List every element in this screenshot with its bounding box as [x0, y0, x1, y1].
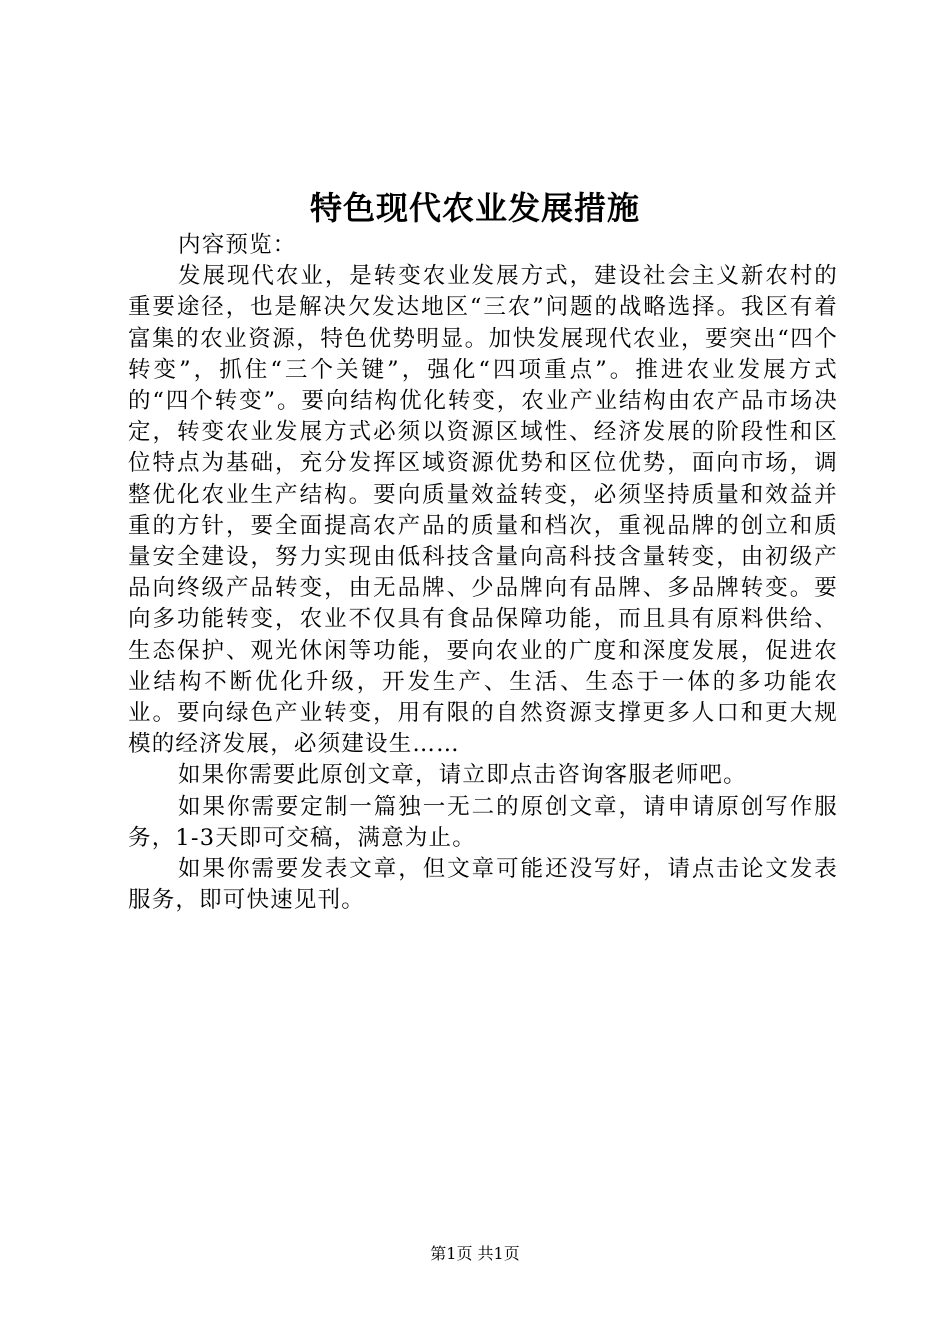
content-paragraph: 发展现代农业，是转变农业发展方式，建设社会主义新农村的重要途径，也是解决欠发达地区“三农”问题的战略选择。我区有着富集的农业资源，特色优势明显。加快发展现代农业，要突出“四个转变”，抓住“三个关键”，强化“四项重点”。推进农业发展方式的“四个转变”。要向结构优化转变，农业产业结构由农产品市场决定，转变农业发展方式必须以资源区域性、经济发展的阶段性和区位特点为基础，充分发挥区域资源优势和区位优势，面向市场，调整优化农业生产结构。要向质量效益转变，必须坚持质量和效益并重的方针，要全面提高农产品的质量和档次，重视品牌的创立和质量安全建设，努力实现由低科技含量向高科技含量转变，由初级产品向终级产品转变，由无品牌、少品牌向有品牌、多品牌转变。要向多功能转变，农业不仅具有食品保障功能，而且具有原料供给、生态保护、观光休闲等功能，要向农业的广度和深度发展，促进农业结构不断优化升级，开发生产、生活、生态于一体的多功能农业。要向绿色产业转变，用有限的自然资源支撑更多人口和更大规模的经济发展，必须建设生…… [128, 263, 838, 758]
custom-writing-paragraph: 如果你需要定制一篇独一无二的原创文章，请申请原创写作服务，1-3天即可交稿，满意为止。 [128, 793, 838, 851]
document-title: 特色现代农业发展措施 [309, 189, 640, 227]
page-footer: 第1页 共1页 [430, 1244, 520, 1263]
preview-label: 内容预览： [178, 232, 297, 258]
document-body [128, 230, 838, 916]
publish-paragraph: 如果你需要发表文章，但文章可能还没写好，请点击论文发表服务，即可快速见刊。 [128, 856, 838, 914]
consult-paragraph: 如果你需要此原创文章，请立即点击咨询客服老师吧。 [178, 762, 747, 789]
